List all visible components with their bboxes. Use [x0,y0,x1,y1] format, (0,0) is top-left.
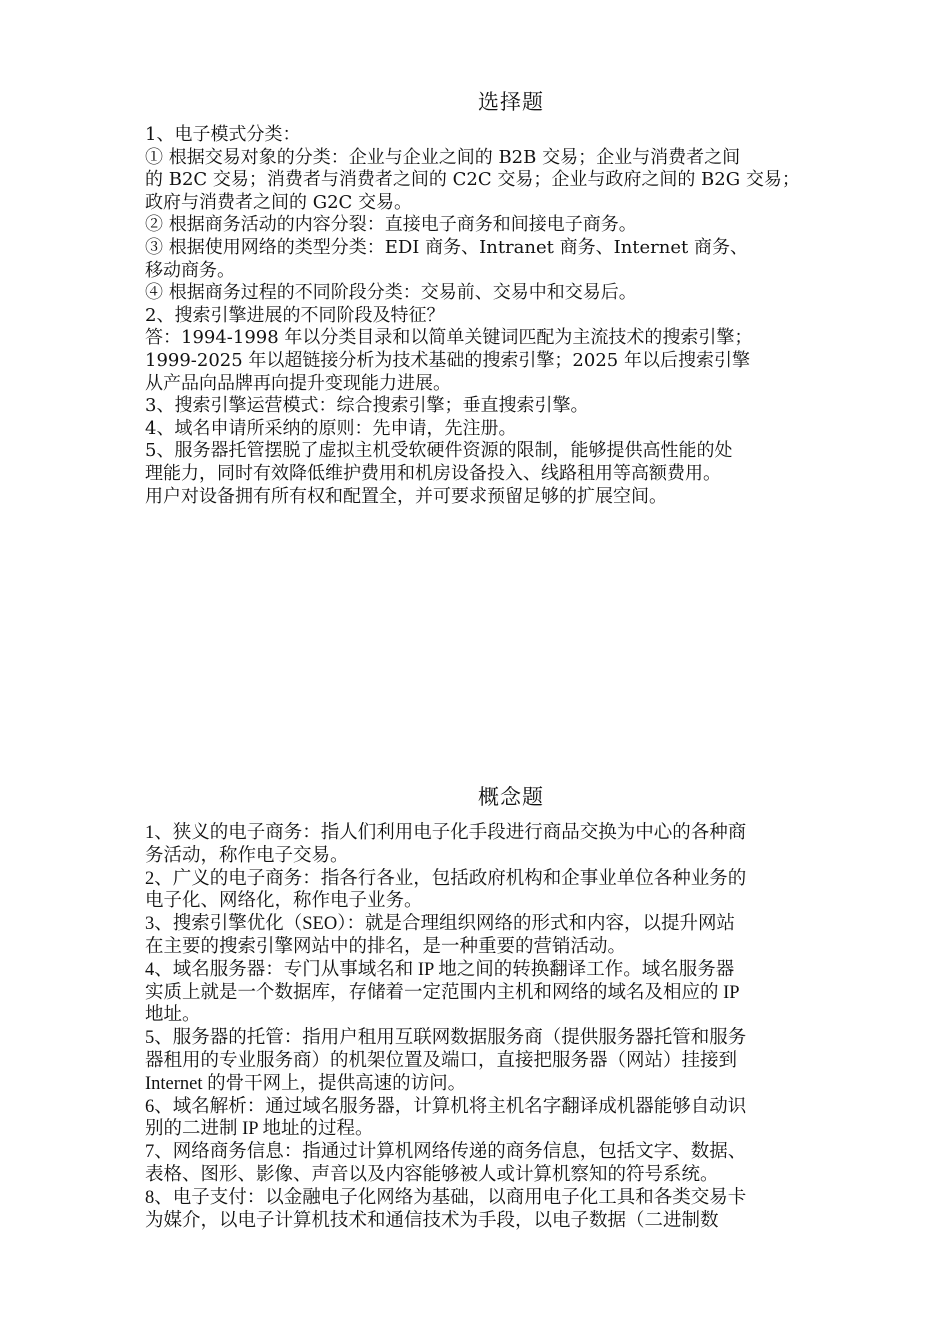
text-line: 8、电子支付：以金融电子化网络为基础，以商用电子化工具和各类交易卡 [145,1187,747,1208]
text-line: 答：1994-1998 年以分类目录和以简单关键词匹配为主流技术的搜索引擎； [145,327,753,349]
text-line: 3、搜索引擎优化（SEO）：就是合理组织网络的形式和内容，以提升网站 [145,914,735,935]
text-line: 移动商务。 [145,259,235,281]
text-line: 6、域名解析：通过域名服务器，计算机将主机名字翻译成机器能够自动识 [145,1096,747,1117]
text-line: 实质上就是一个数据库，存储着一定范围内主机和网络的域名及相应的 IP [145,982,740,1003]
text-line: 5、服务器的托管：指用户租用互联网数据服务商（提供服务器托管和服务 [145,1028,747,1049]
text-line: 1、电子模式分类： [145,124,301,145]
text-line: 务活动，称作电子交易。 [145,845,349,866]
text-line: Internet 的骨干网上，提供高速的访问。 [145,1073,467,1094]
text-line: 为媒介，以电子计算机技术和通信技术为手段，以电子数据（二进制数 [145,1210,719,1231]
text-line: 理能力，同时有效降低维护费用和机房设备投入、线路租用等高额费用。 [145,462,721,484]
text-line: ② 根据商务活动的内容分裂：直接电子商务和间接电子商务。 [145,214,637,236]
section-title-multiple-choice: 选择题 [478,90,544,114]
text-line: 器租用的专业服务商）的机架位置及端口，直接把服务器（网站）挂接到 [145,1050,738,1071]
text-line: 3、搜索引擎运营模式：综合搜索引擎；垂直搜索引擎。 [145,395,589,417]
text-line: 用户对设备拥有所有权和配置全，并可要求预留足够的扩展空间。 [145,485,667,507]
text-line: ③ 根据使用网络的类型分类：EDI 商务、Intranet 商务、Internet 商务、 [145,236,748,258]
text-line: ① 根据交易对象的分类：企业与企业之间的 B2B 交易；企业与消费者之间 [145,146,741,168]
text-line: ④ 根据商务过程的不同阶段分类：交易前、交易中和交易后。 [145,282,637,304]
text-line: 4、域名申请所采纳的原则：先申请，先注册。 [145,417,517,439]
section-title-concepts: 概念题 [478,785,544,809]
text-line: 1、狭义的电子商务：指人们利用电子化手段进行商品交换为中心的各种商 [145,823,747,843]
text-line: 表格、图形、影像、声音以及内容能够被人或计算机察知的符号系统。 [145,1164,719,1185]
text-line: 从产品向品牌再向提升变现能力进展。 [145,372,451,394]
text-line: 政府与消费者之间的 G2C 交易。 [145,191,413,213]
text-line: 2、搜索引擎进展的不同阶段及特征？ [145,304,445,326]
text-line: 别的二进制 IP 地址的过程。 [145,1119,374,1140]
concepts-body [145,822,890,1232]
text-line: 2、广义的电子商务：指各行各业，包括政府机构和企事业单位各种业务的 [145,868,747,889]
text-line: 4、域名服务器：专门从事域名和 IP 地之间的转换翻译工作。域名服务器 [145,959,735,980]
text-line: 地址。 [145,1005,201,1026]
multiple-choice-body [145,124,890,508]
text-line: 5、服务器托管摆脱了虚拟主机受软硬件资源的限制，能够提供高性能的处 [145,440,733,462]
text-line: 7、网络商务信息：指通过计算机网络传递的商务信息，包括文字、数据、 [145,1142,747,1163]
text-line: 在主要的搜索引擎网站中的排名，是一种重要的营销活动。 [145,936,627,957]
text-line: 1999-2025 年以超链接分析为技术基础的搜索引擎；2025 年以后搜索引擎 [145,349,750,371]
text-line: 电子化、网络化，称作电子业务。 [145,891,423,912]
text-line: 的 B2C 交易；消费者与消费者之间的 C2C 交易；企业与政府之间的 B2G 交易； [145,169,800,191]
